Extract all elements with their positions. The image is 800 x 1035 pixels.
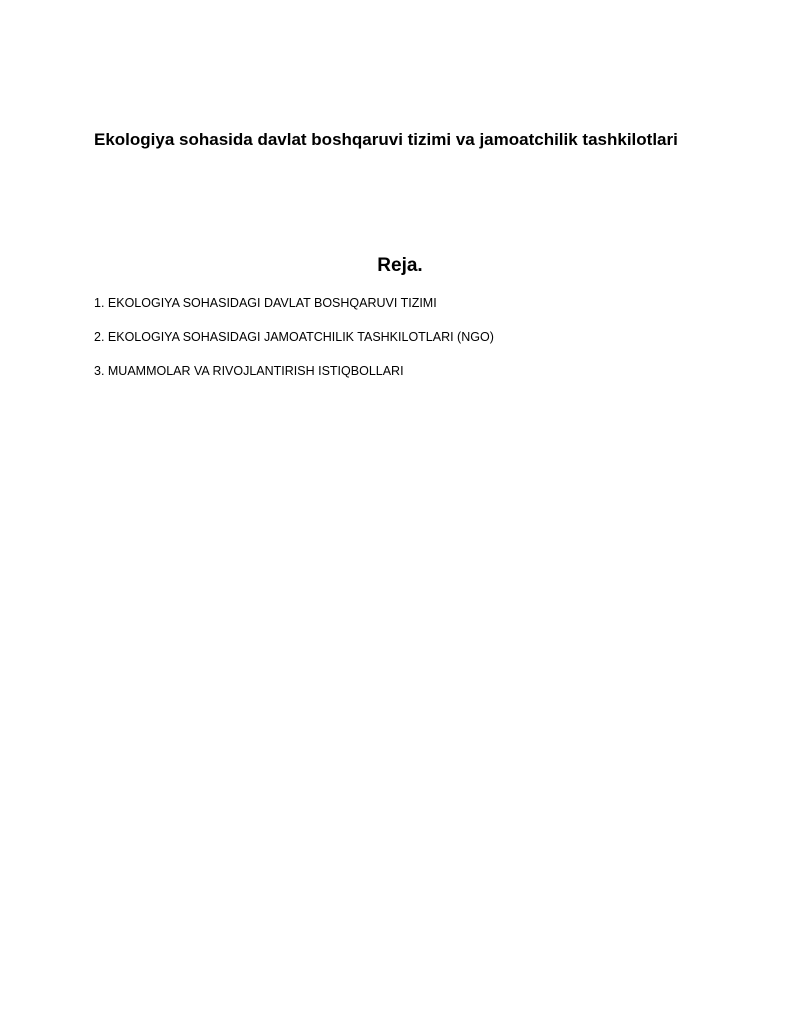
plan-item: 2. EKOLOGIYA SOHASIDAGI JAMOATCHILIK TASHKILOTLARI (NGO) [94,330,494,344]
plan-list [94,294,494,396]
plan-item: 3. MUAMMOLAR VA RIVOJLANTIRISH ISTIQBOLLARI [94,364,404,378]
document-title: Ekologiya sohasida davlat boshqaruvi tizimi va jamoatchilik tashkilotlari [94,130,678,149]
plan-heading: Reja. [377,255,423,276]
plan-item: 1. EKOLOGIYA SOHASIDAGI DAVLAT BOSHQARUVI TIZIMI [94,296,437,310]
